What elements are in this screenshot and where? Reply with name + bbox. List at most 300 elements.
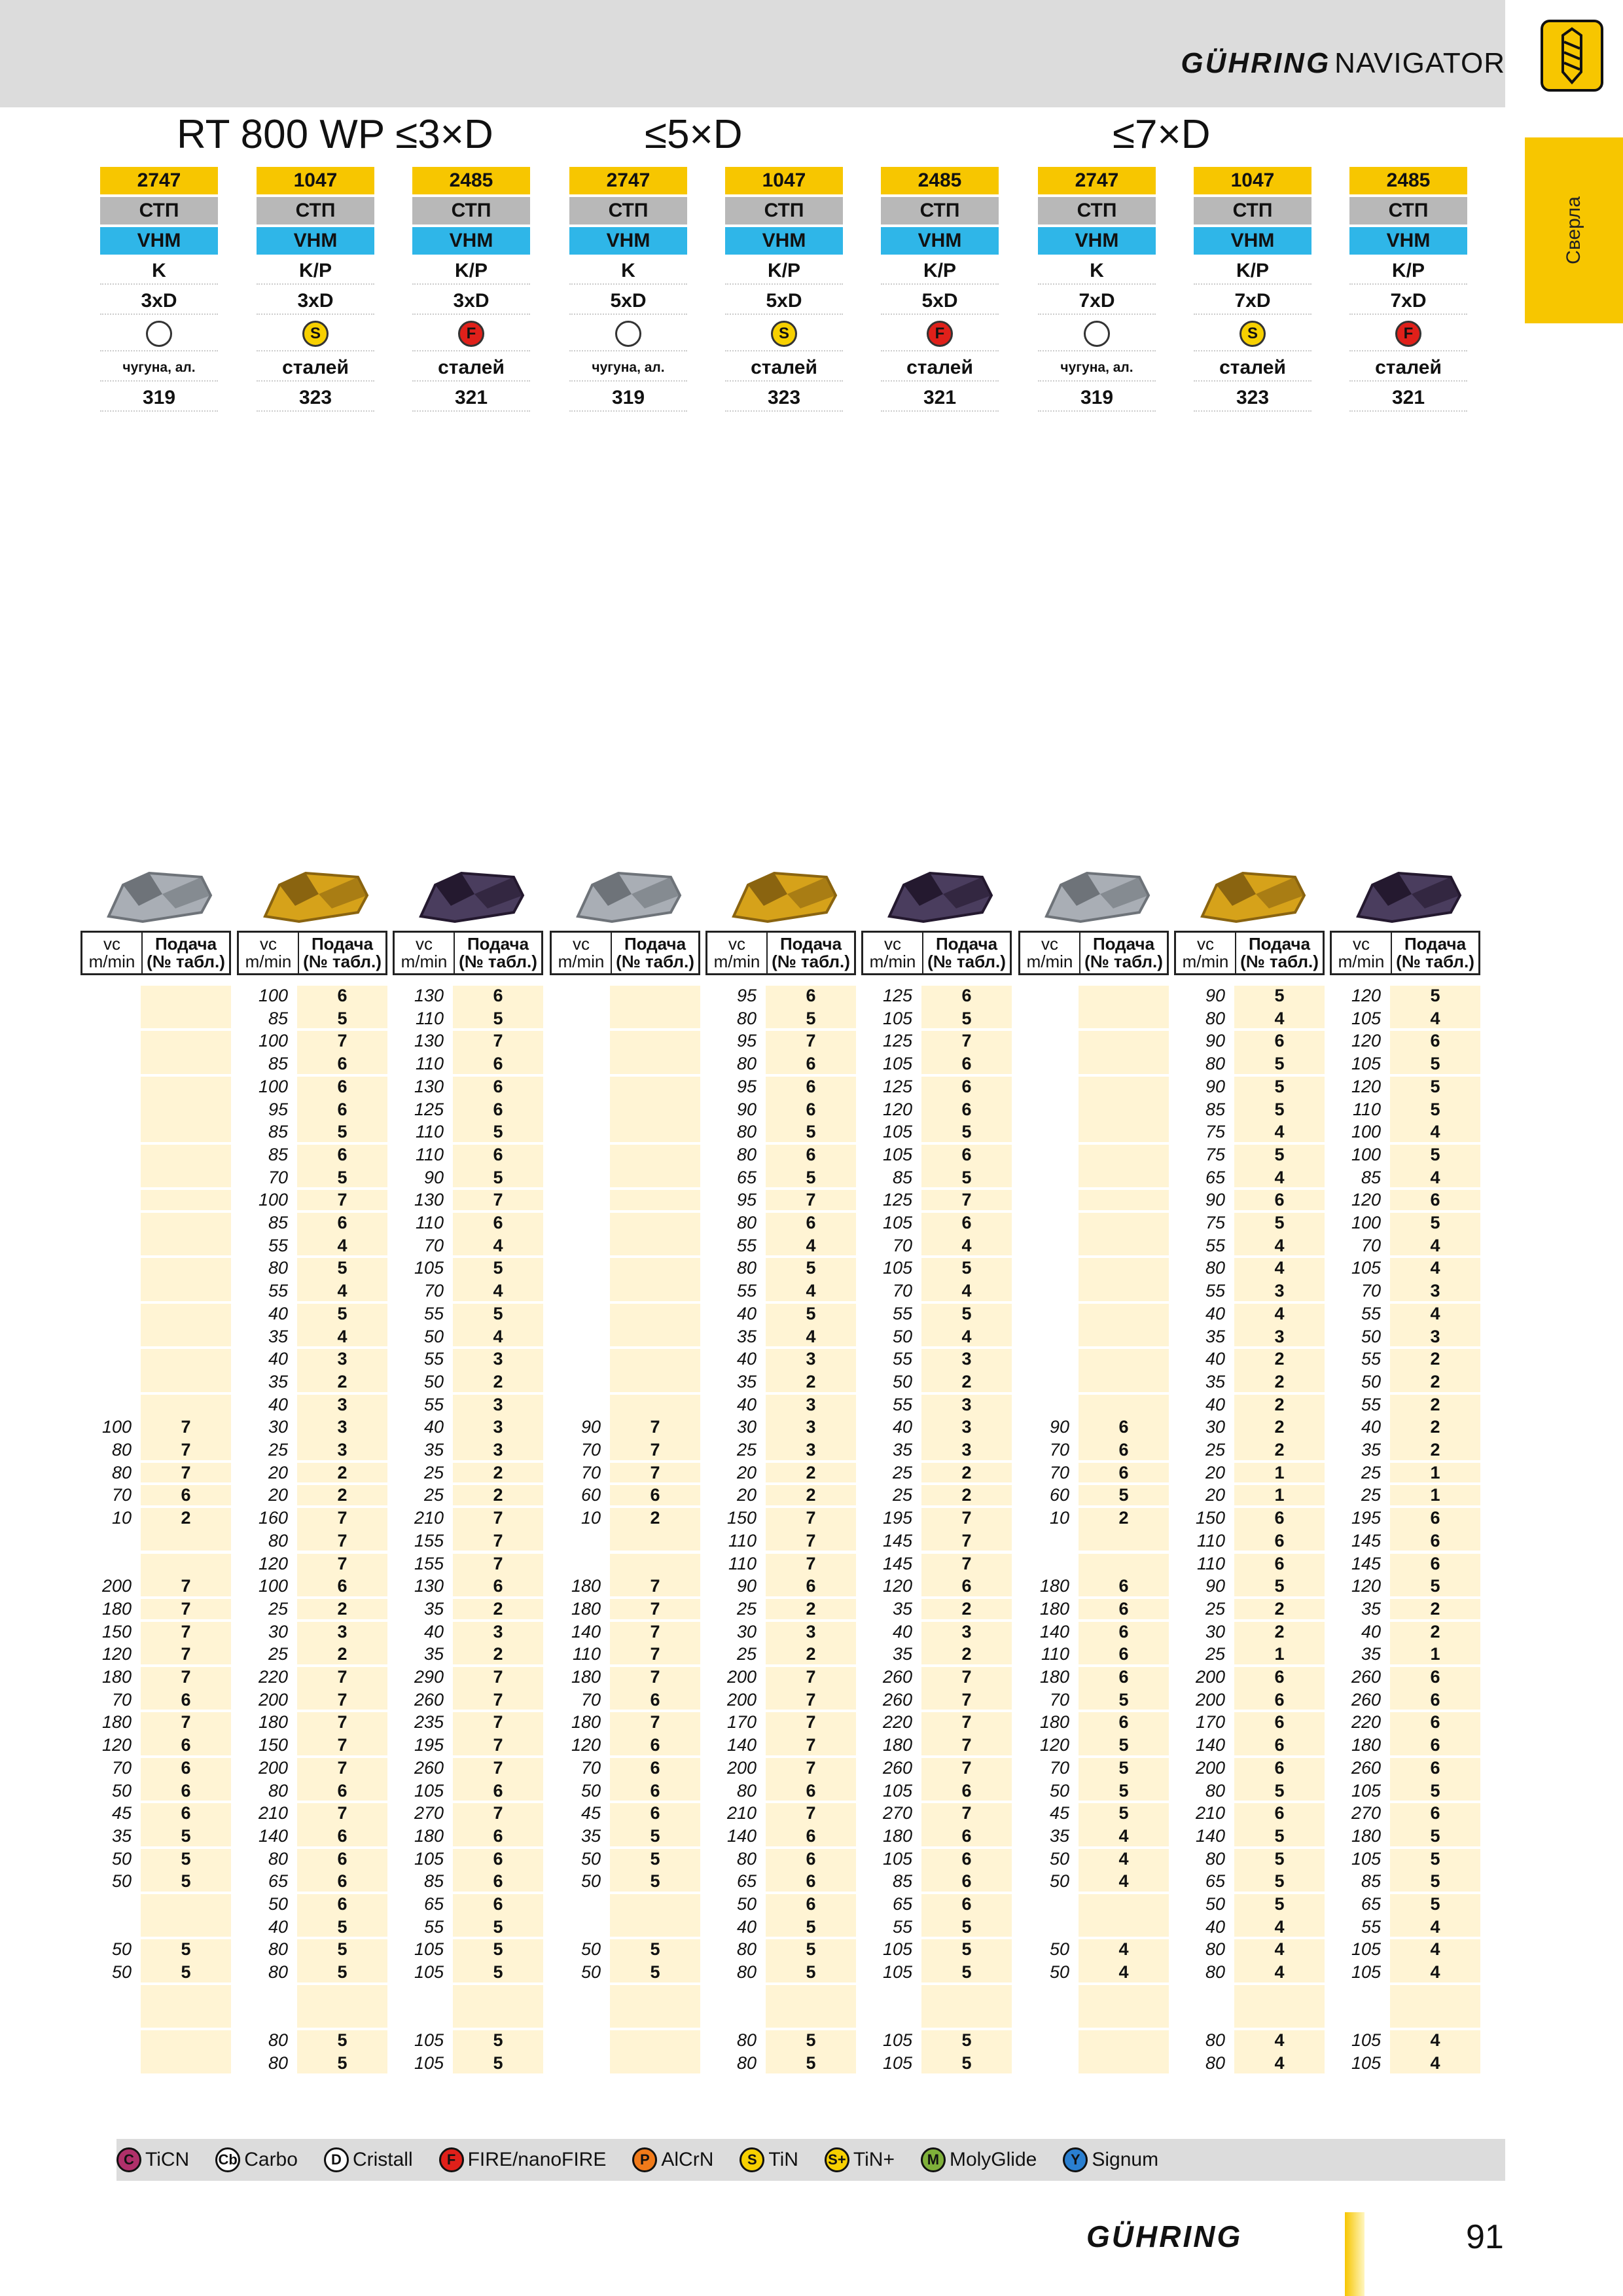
vc-value: 35 [892, 1598, 912, 1619]
feed-value: 6 [493, 1054, 503, 1074]
vc-value: 110 [1196, 1530, 1225, 1551]
coating-badge-icon: M [921, 2147, 946, 2172]
catalog-page-ref[interactable]: 323 [725, 384, 843, 412]
table-row [1174, 1075, 1325, 1098]
vc-value: 85 [268, 1008, 288, 1028]
vc-value: 80 [736, 1144, 757, 1164]
drill-insert-image [728, 865, 840, 924]
table-row [1174, 1780, 1325, 1803]
vc-value: 105 [1351, 2053, 1381, 2073]
feed-value: 6 [337, 1848, 348, 1869]
feed-value: 2 [1430, 1440, 1440, 1460]
feed-value: 5 [961, 1258, 972, 1278]
table-row [550, 1666, 700, 1689]
vc-value: 95 [736, 1031, 757, 1051]
feed-value: 6 [1118, 1462, 1129, 1482]
coating-indicator [569, 317, 687, 351]
cutting-data-table-4 [705, 931, 856, 2073]
coating-indicator [257, 317, 374, 351]
table-row [861, 1121, 1012, 1143]
feed-value: 7 [806, 1530, 816, 1551]
vc-value: 180 [571, 1667, 601, 1687]
product-code[interactable]: 1047 [1194, 167, 1311, 194]
vc-value: 20 [1205, 1485, 1225, 1505]
table-row [237, 1621, 387, 1643]
catalog-page-ref[interactable]: 321 [881, 384, 999, 412]
feed-value: 6 [806, 1871, 816, 1892]
table-row [705, 1780, 856, 1803]
table-row [1174, 1643, 1325, 1666]
vc-value: 55 [892, 1394, 912, 1414]
table-row [1174, 1938, 1325, 1961]
section-title-7xd: ≤7×D [1113, 112, 1211, 157]
material-label: VHM [257, 227, 374, 255]
feed-value: 2 [961, 1485, 972, 1505]
table-row [393, 1371, 543, 1393]
table-row [80, 1757, 231, 1780]
vc-value: 210 [414, 1508, 444, 1528]
brand-light: NAVIGATOR [1334, 47, 1505, 79]
vc-value: 85 [268, 1213, 288, 1232]
catalog-page-ref[interactable]: 321 [412, 384, 530, 412]
feed-value: 3 [493, 1349, 503, 1369]
catalog-page-ref[interactable]: 323 [257, 384, 374, 412]
table-row [705, 1121, 856, 1143]
coating-icon: F [1395, 321, 1421, 347]
table-row [705, 1598, 856, 1621]
vc-value: 55 [892, 1303, 912, 1323]
feed-value: 4 [1430, 1008, 1440, 1028]
table-row [1174, 1484, 1325, 1507]
feed-value: 4 [493, 1235, 503, 1255]
coating-legend-item [324, 2147, 413, 2172]
vc-value: 90 [1205, 1576, 1225, 1596]
feed-value: 2 [806, 1485, 816, 1505]
vc-value: 35 [736, 1371, 757, 1391]
vc-value: 25 [1205, 1440, 1225, 1460]
table-row [861, 1893, 1012, 1916]
table-row [393, 1280, 543, 1302]
vc-value: 210 [1195, 1803, 1225, 1823]
vc-value: 80 [736, 2053, 757, 2073]
drill-depth: 5xD [725, 287, 843, 315]
vc-value: 210 [726, 1803, 757, 1823]
vc-value: 40 [268, 1394, 288, 1414]
table-row [861, 1166, 1012, 1189]
material-group: K/P [725, 257, 843, 285]
feed-value: 6 [337, 1871, 348, 1892]
vc-value: 180 [882, 1735, 912, 1755]
product-code[interactable]: 2485 [1349, 167, 1467, 194]
feed-value: 6 [493, 1848, 503, 1869]
catalog-page-ref[interactable]: 321 [1349, 384, 1467, 412]
table-row [80, 1507, 231, 1530]
table-row [80, 1825, 231, 1848]
feed-value: 6 [806, 1848, 816, 1869]
drill-depth: 5xD [569, 287, 687, 315]
feed-value: 6 [1274, 1712, 1285, 1732]
vc-value: 55 [1361, 1303, 1381, 1323]
feed-value: 6 [181, 1780, 191, 1801]
table-row [705, 1234, 856, 1257]
vc-value: 20 [1205, 1462, 1225, 1482]
feed-band [1390, 1985, 1480, 2028]
table-row [80, 1439, 231, 1462]
vc-value: 200 [726, 1757, 757, 1778]
feed-value: 4 [493, 1326, 503, 1346]
vc-value: 40 [736, 1349, 757, 1369]
product-header-1 [257, 167, 374, 414]
feed-band [610, 1077, 700, 1142]
workpiece-material: чугуна, ал. [100, 354, 218, 382]
vc-value: 105 [882, 1213, 912, 1232]
vc-value: 120 [1351, 1031, 1381, 1051]
table-row [861, 1416, 1012, 1439]
table-row [705, 1666, 856, 1689]
vc-value: 50 [580, 1848, 601, 1869]
vc-value: 180 [571, 1712, 601, 1732]
table-row [705, 1734, 856, 1757]
table-row [237, 1689, 387, 1712]
vc-value: 85 [892, 1167, 912, 1187]
table-row [1174, 1393, 1325, 1416]
table-row [80, 1484, 231, 1507]
product-code[interactable]: 2747 [100, 167, 218, 194]
feed-value: 1 [1274, 1462, 1285, 1482]
feed-value: 6 [493, 1871, 503, 1892]
vc-value: 65 [736, 1167, 757, 1187]
table-row [1018, 1870, 1169, 1893]
table-row [1174, 1961, 1325, 1984]
feed-band [297, 1985, 387, 2028]
table-row [705, 1643, 856, 1666]
vc-value: 35 [1205, 1371, 1225, 1391]
vc-value: 140 [726, 1735, 757, 1755]
vc-value: 200 [258, 1689, 288, 1710]
product-code[interactable]: 2747 [1038, 167, 1156, 194]
vc-value: 170 [726, 1712, 757, 1732]
feed-value: 5 [961, 2030, 972, 2051]
feed-value: 1 [1274, 1644, 1285, 1664]
table-row [1174, 1507, 1325, 1530]
drill-depth: 7xD [1349, 287, 1467, 315]
feed-value: 6 [181, 1757, 191, 1778]
table-row [1330, 1189, 1480, 1211]
feed-value: 7 [493, 1530, 503, 1551]
vc-value: 110 [415, 1213, 444, 1232]
table-row [237, 1462, 387, 1484]
table-header [1174, 931, 1325, 975]
coating-label: FIRE/nanoFIRE [467, 2149, 607, 2170]
feed-value: 2 [650, 1508, 660, 1528]
table-row [393, 1757, 543, 1780]
table-row [861, 1280, 1012, 1302]
feed-value: 2 [1430, 1349, 1440, 1369]
vc-value: 25 [268, 1440, 288, 1460]
vc-value: 100 [258, 1031, 288, 1051]
feed-value: 6 [961, 1780, 972, 1801]
drill-depth: 7xD [1194, 287, 1311, 315]
vc-value: 195 [414, 1735, 444, 1755]
table-row [705, 1711, 856, 1734]
table-row [1330, 1166, 1480, 1189]
table-row [1174, 1439, 1325, 1462]
catalog-page-ref[interactable]: 319 [100, 384, 218, 412]
vc-value: 50 [111, 1871, 132, 1892]
coating-legend-item [1063, 2147, 1158, 2172]
vc-value: 70 [423, 1281, 444, 1301]
feed-value: 5 [181, 1939, 191, 1960]
product-code[interactable]: 1047 [725, 167, 843, 194]
workpiece-material: сталей [881, 354, 999, 382]
feed-band [141, 1304, 231, 1346]
feed-band [610, 1190, 700, 1210]
product-code[interactable]: 1047 [257, 167, 374, 194]
vc-value: 90 [1205, 1190, 1225, 1210]
table-row [705, 1052, 856, 1075]
vc-value: 35 [1361, 1440, 1381, 1460]
feed-value: 7 [650, 1440, 660, 1460]
vc-value: 260 [414, 1689, 444, 1710]
feed-value: 6 [1430, 1031, 1440, 1051]
workpiece-material: сталей [257, 354, 374, 382]
vc-value: 200 [258, 1757, 288, 1778]
feed-value: 5 [1430, 1213, 1440, 1232]
table-row [393, 1802, 543, 1825]
feed-value: 7 [650, 1621, 660, 1641]
vc-value: 180 [101, 1598, 132, 1619]
feed-value: 2 [1274, 1598, 1285, 1619]
coating-badge-icon: P [632, 2147, 657, 2172]
vc-value: 120 [1351, 986, 1381, 1005]
vc-value: 90 [736, 1576, 757, 1596]
feed-value: 5 [806, 1008, 816, 1028]
table-row [1174, 1211, 1325, 1234]
feed-value: 6 [806, 1780, 816, 1801]
table-row [705, 1825, 856, 1848]
feed-value: 4 [1430, 1939, 1440, 1960]
table-row [80, 1666, 231, 1689]
table-row [550, 1780, 700, 1803]
feed-value: 4 [1430, 1916, 1440, 1937]
table-row [80, 1711, 231, 1734]
table-row [1330, 1893, 1480, 1916]
table-row [1018, 1484, 1169, 1507]
material-label: VHM [412, 227, 530, 255]
feed-value: 2 [1430, 1417, 1440, 1437]
vc-value: 25 [268, 1644, 288, 1664]
catalog-page-ref[interactable]: 319 [569, 384, 687, 412]
vc-value: 30 [1205, 1621, 1225, 1641]
feed-value: 5 [1118, 1485, 1129, 1505]
cutting-data-table-5 [861, 931, 1012, 2073]
feed-value: 6 [337, 1054, 348, 1074]
vc-value: 270 [414, 1803, 444, 1823]
vc-value: 85 [423, 1871, 444, 1892]
table-row [393, 1189, 543, 1211]
vc-value: 105 [1351, 1962, 1381, 1982]
catalog-page-ref[interactable]: 323 [1194, 384, 1311, 412]
feed-value: 2 [337, 1462, 348, 1482]
product-code[interactable]: 2485 [412, 167, 530, 194]
table-row [80, 1416, 231, 1439]
table-row [80, 1802, 231, 1825]
vc-value: 80 [268, 1780, 288, 1801]
feed-value: 5 [181, 1962, 191, 1982]
feed-band [141, 986, 231, 1028]
vc-value: 260 [1351, 1757, 1381, 1778]
feed-value: 5 [337, 1258, 348, 1278]
feed-value: 5 [1430, 1848, 1440, 1869]
table-row [237, 1030, 387, 1052]
vc-value: 120 [882, 1099, 912, 1119]
table-row [1330, 1371, 1480, 1393]
vc-value: 105 [882, 1962, 912, 1982]
vc-value: 105 [1351, 1054, 1381, 1074]
table-row [1018, 1938, 1169, 1961]
table-row [237, 1552, 387, 1575]
vc-value: 90 [1049, 1417, 1069, 1437]
catalog-page-ref[interactable]: 319 [1038, 384, 1156, 412]
table-row [1018, 1734, 1169, 1757]
table-row [393, 1211, 543, 1234]
vc-value: 105 [414, 1258, 444, 1278]
feed-value: 4 [1430, 1122, 1440, 1142]
table-row [550, 1439, 700, 1462]
feed-value: 4 [337, 1235, 348, 1255]
product-code[interactable]: 2747 [569, 167, 687, 194]
table-row [550, 1757, 700, 1780]
table-row [705, 1007, 856, 1030]
feed-value: 2 [961, 1598, 972, 1619]
vc-value: 85 [1361, 1871, 1381, 1892]
vc-value: 40 [268, 1349, 288, 1369]
feed-band [1079, 1145, 1169, 1187]
table-row [1018, 1961, 1169, 1984]
table-row [393, 1961, 543, 1984]
table-row [1174, 1711, 1325, 1734]
table-row [861, 1689, 1012, 1712]
table-row [705, 1143, 856, 1166]
feed-value: 6 [1274, 1553, 1285, 1573]
feed-band [610, 986, 700, 1028]
feed-value: 7 [337, 1508, 348, 1528]
table-row [1330, 1234, 1480, 1257]
side-tab-drills[interactable] [1525, 137, 1623, 323]
vc-value: 120 [1351, 1576, 1381, 1596]
feed-value: 6 [1430, 1757, 1440, 1778]
vc-value: 180 [414, 1825, 444, 1846]
feed-value: 4 [1118, 1848, 1129, 1869]
vc-value: 100 [1351, 1144, 1381, 1164]
feed-value: 5 [1274, 1076, 1285, 1096]
vc-value: 50 [580, 1780, 601, 1801]
table-row [861, 1711, 1012, 1734]
table-row [861, 1598, 1012, 1621]
vc-header: vc m/min [1332, 933, 1392, 973]
vc-value: 180 [571, 1598, 601, 1619]
vc-value: 20 [268, 1462, 288, 1482]
vc-value: 70 [580, 1440, 601, 1460]
vc-value: 235 [414, 1712, 444, 1732]
vc-value: 95 [736, 1076, 757, 1096]
feed-value: 7 [961, 1190, 972, 1210]
table-row [237, 1211, 387, 1234]
vc-value: 80 [1205, 1780, 1225, 1801]
table-row [237, 1075, 387, 1098]
vc-value: 65 [268, 1871, 288, 1892]
vc-value: 25 [1205, 1598, 1225, 1619]
vc-value: 105 [1351, 2030, 1381, 2051]
feed-band [1079, 1985, 1169, 2028]
vc-value: 110 [415, 1008, 444, 1028]
table-row [550, 1621, 700, 1643]
vc-value: 80 [736, 1122, 757, 1142]
table-row [1330, 1462, 1480, 1484]
table-row [861, 1098, 1012, 1121]
feed-band [766, 1985, 856, 2028]
feed-value: 5 [806, 1303, 816, 1323]
table-row [861, 1325, 1012, 1348]
vc-value: 150 [258, 1735, 288, 1755]
feed-value: 6 [1274, 1530, 1285, 1551]
feed-value: 3 [1430, 1281, 1440, 1301]
table-row [393, 1234, 543, 1257]
feed-value: 4 [1430, 1258, 1440, 1278]
vc-value: 200 [1195, 1757, 1225, 1778]
feed-value: 2 [1274, 1349, 1285, 1369]
vc-value: 40 [892, 1417, 912, 1437]
vc-value: 140 [1195, 1825, 1225, 1846]
vc-value: 75 [1205, 1144, 1225, 1164]
vc-value: 200 [1195, 1667, 1225, 1687]
feed-value: 2 [493, 1371, 503, 1391]
vc-value: 180 [258, 1712, 288, 1732]
table-row [1330, 1257, 1480, 1280]
feed-value: 4 [1430, 1235, 1440, 1255]
feed-value: 2 [1430, 1598, 1440, 1619]
feed-value: 6 [1118, 1621, 1129, 1641]
vc-value: 260 [1351, 1667, 1381, 1687]
feed-value: 6 [806, 1213, 816, 1232]
feed-value: 5 [337, 1303, 348, 1323]
coating-label: Signum [1092, 2149, 1159, 2170]
product-code[interactable]: 2485 [881, 167, 999, 194]
coating-indicator [100, 317, 218, 351]
table-row [1018, 1689, 1169, 1712]
table-row [1174, 984, 1325, 1007]
table-row [705, 984, 856, 1007]
vc-value: 100 [101, 1417, 132, 1437]
vc-value: 70 [423, 1235, 444, 1255]
vc-value: 260 [882, 1689, 912, 1710]
vc-value: 105 [414, 1962, 444, 1982]
vc-value: 25 [892, 1462, 912, 1482]
table-row [1174, 2052, 1325, 2075]
vc-header: vc m/min [1020, 933, 1080, 973]
table-row [1330, 984, 1480, 1007]
table-header [705, 931, 856, 975]
drill-insert-image [573, 865, 684, 924]
table-row [861, 1938, 1012, 1961]
feed-value: 7 [493, 1508, 503, 1528]
vc-value: 160 [258, 1508, 288, 1528]
feed-value: 6 [493, 1213, 503, 1232]
table-row [237, 1439, 387, 1462]
table-row [393, 1711, 543, 1734]
drill-logo-icon [1541, 20, 1603, 92]
table-row [861, 1007, 1012, 1030]
